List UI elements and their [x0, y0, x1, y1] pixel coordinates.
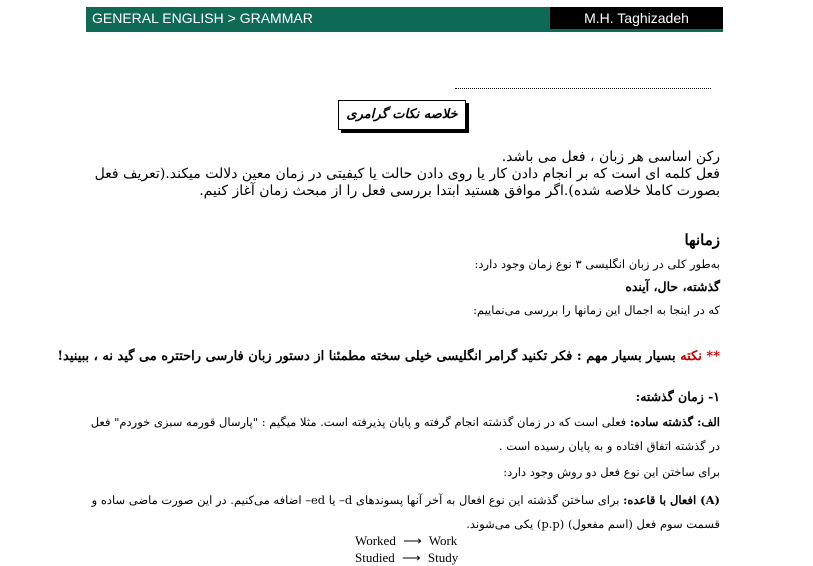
example-past: Studied: [355, 550, 395, 565]
dotted-rule: [455, 88, 711, 89]
intro-paragraph: [80, 149, 720, 200]
intro-line-2: فعل کلمه ای است که بر انجام دادن کار یا روی دادن حالت یا کیفیتی در زمان معین دلالت میکند.(تعریف فعل بصورت کاملا خلاصه شده).اگر موافق هستید ابتدا بررسی فعل را از مبحث زمان آغاز کنیم.: [94, 166, 720, 199]
example-row: [355, 533, 457, 549]
header-author: M.H. Taghizadeh: [550, 7, 723, 29]
simple-past-text: فعلی است که در زمان گذشته انجام گرفته و پایان پذیرفته است. مثلا میگیم : "پارسال قورمه سبزی خوردم" فعل در گذشته اتفاق افتاده و به پایان رسیده است .: [90, 415, 720, 453]
tenses-line-3: که در اینجا به اجمال این زمانها را بررسی می‌نماییم:: [473, 303, 720, 317]
past-tense-heading: ۱- زمان گذشته:: [635, 389, 720, 404]
tenses-heading: زمانها: [684, 231, 720, 249]
tenses-line-1: به‌طور کلی در زبان انگلیسی ۳ نوع زمان وجود دارد:: [474, 257, 720, 271]
example-row: [355, 550, 458, 566]
example-base: Study: [427, 550, 459, 565]
two-ways-line: برای ساختن این نوع فعل دو روش وجود دارد:: [503, 465, 720, 479]
header-section-title: GENERAL ENGLISH > GRAMMAR: [86, 7, 550, 29]
right-arrow-icon: ⟶: [403, 533, 422, 548]
important-note: [57, 349, 720, 364]
intro-line-1: رکن اساسی هر زبان ، فعل می باشد.: [501, 149, 720, 165]
regular-verbs-paragraph: [80, 488, 720, 536]
simple-past-label: الف: گذشته ساده:: [629, 415, 720, 429]
right-arrow-icon: ⟶: [401, 550, 421, 565]
example-base: Work: [428, 533, 458, 548]
regular-verbs-label: (A) افعال با قاعده:: [623, 493, 720, 507]
doc-title: خلاصه نکات گرامری: [338, 100, 466, 130]
simple-past-paragraph: [80, 410, 720, 458]
tenses-list: گذشته، حال، آینده: [625, 279, 720, 294]
header-divider: [86, 29, 723, 32]
note-text: بسیار بسیار مهم : فکر تکنید گرامر انگلیسی خیلی سخته مطمئنا از دستور زبان فارسی راحتتره می گید نه ، ببینید!: [57, 349, 676, 364]
note-stars: **: [706, 349, 720, 364]
note-label: نکته: [680, 349, 702, 364]
regular-verbs-text: برای ساختن گذشته این نوع افعال به آخر آنها پسوندهای d– یا ed– اضافه می‌کنیم. در این صورت ماضی ساده و قسمت سوم فعل (اسم مفعول) (p.p) یکی می‌شوند.: [91, 493, 720, 531]
example-past: Worked: [355, 533, 396, 548]
